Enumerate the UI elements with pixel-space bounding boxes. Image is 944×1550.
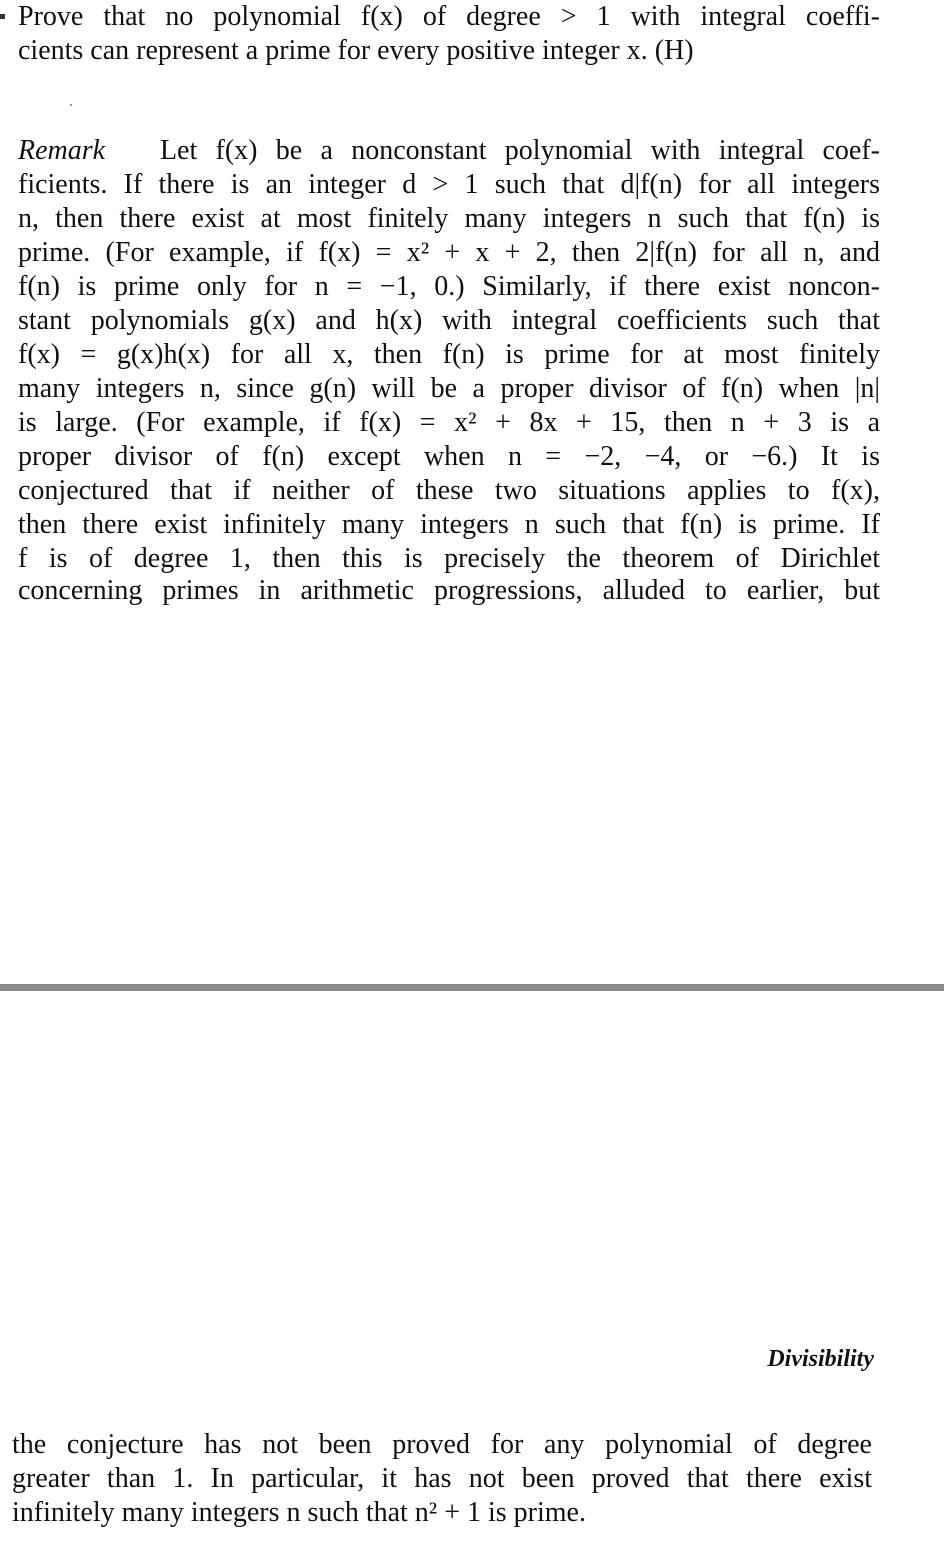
remark-line-2: ficients. If there is an integer d > 1 such that d|f(n) for all integers [18,169,880,200]
problem-line-1: Prove that no polynomial f(x) of degree > 1 with integral coeffi- [18,1,880,32]
remark-line-1 [18,134,880,168]
remark-line-4: prime. (For example, if f(x) = x² + x + 2, then 2|f(n) for all n, and [18,237,880,268]
problem-line-2: cients can represent a prime for every positive integer x. (H) [18,35,694,66]
page-break-divider [0,984,944,991]
remark-line-8: many integers n, since g(n) will be a proper divisor of f(n) when |n| [18,373,880,404]
remark-line-1-text: Let f(x) be a nonconstant polynomial with integral coef- [159,135,881,166]
continuation-line-1: the conjecture has not been proved for any polynomial of degree [12,1429,872,1460]
remark-line-9: is large. (For example, if f(x) = x² + 8x + 15, then n + 3 is a [18,407,880,438]
scan-speck [70,104,72,106]
remark-label: Remark [18,135,106,166]
remark-line-7: f(x) = g(x)h(x) for all x, then f(n) is prime for at most finitely [18,339,880,370]
remark-line-14: concerning primes in arithmetic progressions, alluded to earlier, but [18,575,880,606]
remark-line-13: f is of degree 1, then this is precisely the theorem of Dirichlet [18,543,880,574]
continuation-line-2: greater than 1. In particular, it has not been proved that there exist [12,1463,872,1494]
remark-line-11: conjectured that if neither of these two situations applies to f(x), [18,475,880,506]
continuation-line-3: infinitely many integers n such that n² + 1 is prime. [12,1497,586,1528]
remark-line-6: stant polynomials g(x) and h(x) with integral coefficients such that [18,305,880,336]
remark-line-10: proper divisor of f(n) except when n = −2, −4, or −6.) It is [18,441,880,472]
remark-line-3: n, then there exist at most finitely many integers n such that f(n) is [18,203,880,234]
running-header: Divisibility [767,1346,874,1372]
remark-line-5: f(n) is prime only for n = −1, 0.) Similarly, if there exist noncon- [18,271,880,302]
problem-bullet-marker [0,14,5,19]
remark-line-12: then there exist infinitely many integers n such that f(n) is prime. If [18,509,880,540]
